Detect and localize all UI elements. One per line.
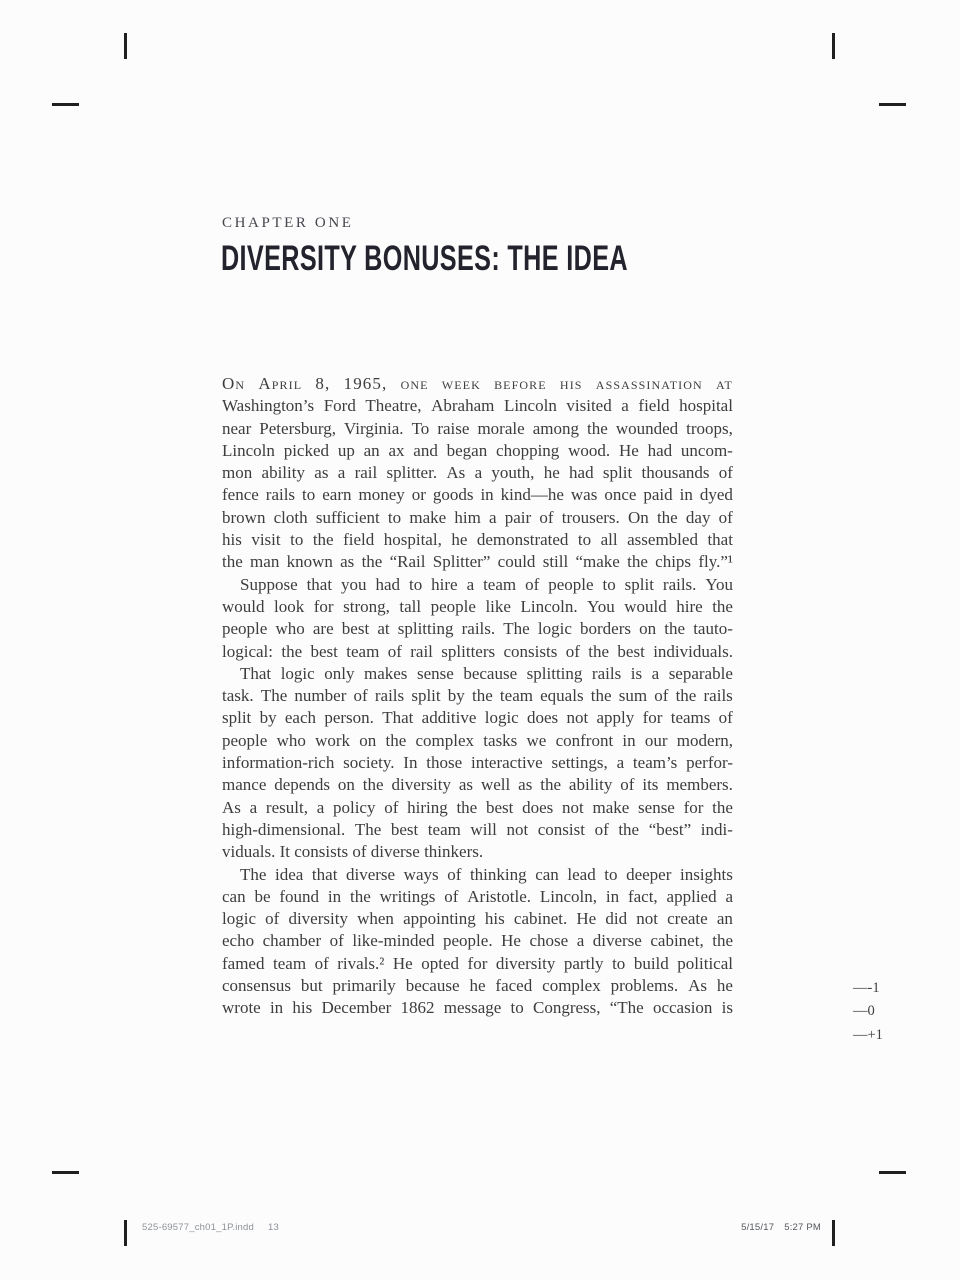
- body-line: Lincoln picked up an ax and began chopping wood. He had uncom-: [222, 440, 733, 460]
- stamp-time: 5:27 PM: [784, 1222, 821, 1233]
- crop-mark-top-right-vertical: [832, 33, 835, 59]
- margin-mark-zero: —0: [853, 1003, 875, 1020]
- paragraph: [222, 574, 733, 663]
- body-line: brown cloth sufficient to make him a pair of trousers. On the day of: [222, 507, 733, 527]
- body-line: split by each person. That additive logic does not apply for teams of: [222, 708, 733, 728]
- body-line: logic of diversity when appointing his cabinet. He did not create an: [222, 909, 733, 929]
- slug-filename: 525-69577_ch01_1P.indd: [142, 1222, 254, 1233]
- crop-mark-right-bottom-horizontal: [879, 1171, 906, 1174]
- chapter-title: [221, 240, 786, 278]
- paragraph: [222, 373, 733, 574]
- body-line: logical: the best team of rail splitters consists of the best individuals.: [222, 641, 733, 661]
- chapter-kicker: CHAPTER ONE: [222, 215, 354, 231]
- crop-mark-left-bottom-horizontal: [52, 1171, 79, 1174]
- body-line: can be found in the writings of Aristotle. Lincoln, in fact, applied a: [222, 886, 733, 906]
- crop-mark-top-left-vertical: [124, 33, 127, 59]
- crop-mark-right-top-horizontal: [879, 103, 906, 106]
- body-line: people who are best at splitting rails. The logic borders on the tauto-: [222, 619, 733, 639]
- body-line: high-dimensional. The best team will not consist of the “best” indi-: [222, 819, 733, 839]
- paragraph: [222, 663, 733, 864]
- body-text: [222, 373, 733, 1020]
- body-line: wrote in his December 1862 message to Congress, “The occasion is: [222, 998, 733, 1018]
- crop-mark-left-top-horizontal: [52, 103, 79, 106]
- body-line: would look for strong, tall people like Lincoln. You would hire the: [222, 596, 733, 616]
- body-line: his visit to the field hospital, he demonstrated to all assembled that: [222, 530, 733, 550]
- body-line: people who work on the complex tasks we confront in our modern,: [222, 730, 733, 750]
- body-line: On April 8, 1965, one week before his assassination at: [222, 374, 733, 393]
- body-line: mon ability as a rail splitter. As a youth, he had split thousands of: [222, 463, 733, 483]
- crop-mark-bottom-left-vertical: [124, 1220, 127, 1246]
- body-line: fence rails to earn money or goods in kind—he was once paid in dyed: [222, 485, 733, 505]
- body-line: information-rich society. In those interactive settings, a team’s perfor-: [222, 753, 733, 773]
- print-timestamp: [741, 1222, 821, 1233]
- proof-margin-marks: [853, 977, 883, 1047]
- printer-slug: [142, 1222, 279, 1233]
- body-line: task. The number of rails split by the team equals the sum of the rails: [222, 686, 733, 706]
- body-line: near Petersburg, Virginia. To raise morale among the wounded troops,: [222, 418, 733, 438]
- body-line: The idea that diverse ways of thinking can lead to deeper insights: [240, 864, 733, 884]
- slug-page-number: 13: [268, 1222, 279, 1233]
- stamp-date: 5/15/17: [741, 1222, 775, 1233]
- paragraph: [222, 864, 733, 1020]
- crop-mark-bottom-right-vertical: [832, 1220, 835, 1246]
- body-line: the man known as the “Rail Splitter” could still “make the chips fly.”¹: [222, 552, 733, 572]
- body-line: That logic only makes sense because splitting rails is a separable: [240, 663, 733, 683]
- chapter-title-text: DIVERSITY BONUSES: THE IDEA: [221, 239, 628, 278]
- body-line: As a result, a policy of hiring the best does not make sense for the: [222, 797, 733, 817]
- body-line: famed team of rivals.² He opted for diversity partly to build political: [222, 953, 733, 973]
- body-line: Suppose that you had to hire a team of people to split rails. You: [240, 574, 733, 594]
- body-line: Washington’s Ford Theatre, Abraham Lincoln visited a field hospital: [222, 396, 733, 416]
- margin-mark-plus-one: —+1: [853, 1026, 883, 1043]
- body-line: consensus but primarily because he faced complex problems. As he: [222, 976, 733, 996]
- body-line: mance depends on the diversity as well as the ability of its members.: [222, 775, 733, 795]
- body-line: viduals. It consists of diverse thinkers.: [222, 842, 484, 862]
- body-line: echo chamber of like-minded people. He chose a diverse cabinet, the: [222, 931, 733, 951]
- margin-mark-minus-one: —-1: [853, 980, 880, 996]
